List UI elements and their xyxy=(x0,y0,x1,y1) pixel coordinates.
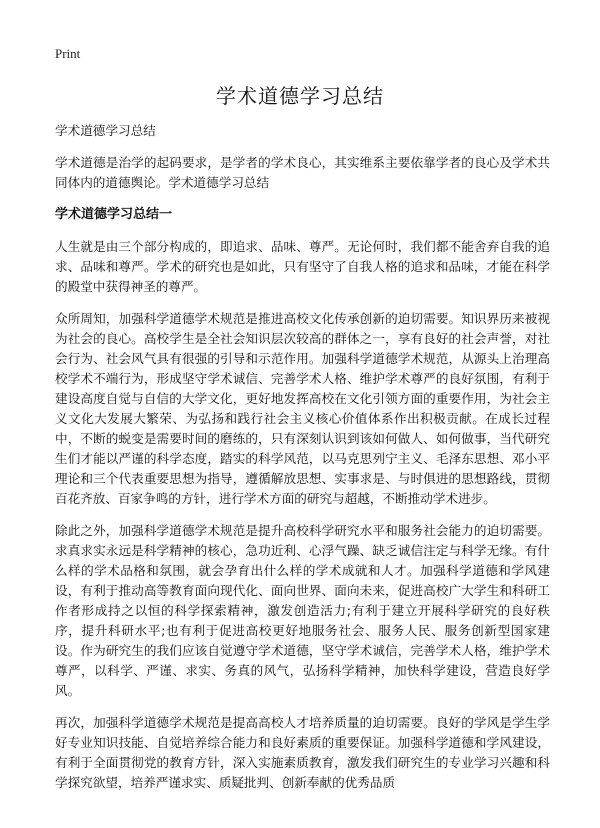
body-paragraph-2: 众所周知，加强科学道德学术规范是推进高校文化传承创新的迫切需要。知识界历来被视为社会的良心。高校学生是全社会知识层次较高的群体之一，享有良好的社会声誉，对社会行为、社会风气具有很强的引导和示范作用。加强科学道德学术规范，从源头上治理高校学术不端行为，形成坚守学术诚信、完善学术人格、维护学术尊严的良好氛围，有利于建设高度自觉与自信的大学文化，更好地发挥高校在文化引领方面的重要作用，为社会主义文化大发展大繁荣、为弘扬和践行社会主义核心价值体系作出积极贡献。在成长过程中，不断的蜕变是需要时间的磨练的，只有深刻认识到该如何做人、如何做事，当代研究生们才能以严谨的科学态度，踏实的科学风范，以马克思列宁主义、毛泽东思想、邓小平理论和三个代表重要思想为指导，遵循解放思想、实事求是、与时俱进的思想路线，贯彻百花齐放、百家争鸣的方针，进行学术方面的研究与超越，不断推动学术进步。 xyxy=(55,311,550,506)
body-paragraph-1: 人生就是由三个部分构成的，即追求、品味、尊严。无论何时，我们都不能舍弃自我的追求、品味和尊严。学术的研究也是如此，只有坚守了自我人格的追求和品味，才能在科学的殿堂中获得神圣的尊严。 xyxy=(55,239,550,294)
body-paragraph-3: 除此之外，加强科学道德学术规范是提升高校科学研究水平和服务社会能力的迫切需要。求真求实永远是科学精神的核心，急功近利、心浮气躁、缺乏诚信注定与科学无缘。有什么样的学术品格和氛围，就会孕育出什么样的学术成就和人才。加强科学道德和学风建设，有利于推动高等教育面向现代化、面向世界、面向未来，促进高校广大学生和科研工作者形成持之以恒的科学探索精神，激发创造活力;有利于建立开展科学研究的良好秩序，提升科研水平;也有利于促进高校更好地服务社会、服务人民、服务创新型国家建设。作为研究生的我们应该自觉遵守学术道德，坚守学术诚信，完善学术人格，维护学术尊严，以科学、严谨、求实、务真的风气，弘扬科学精神，加快科学建设，营造良好学风。 xyxy=(55,523,550,698)
document-body xyxy=(55,121,550,805)
section-heading: 学术道德学习总结一 xyxy=(55,207,173,222)
print-link[interactable]: Print xyxy=(55,46,81,61)
body-paragraph-4: 再次，加强科学道德学术规范是提高高校人才培养质量的迫切需要。良好的学风是学生学好专业知识技能、自觉培养综合能力和良好素质的重要保证。加强科学道德和学风建设，有利于全面贯彻党的教育方针，深入实施素质教育，激发我们研究生的专业学习兴趣和科学探究欲望，培养严谨求实、质疑批判、创新奉献的优秀品质 xyxy=(55,715,550,790)
intro-paragraph: 学术道德是治学的起码要求，是学者的学术良心，其实维系主要依靠学者的良心及学术共同体内的道德舆论。学术道德学习总结 xyxy=(55,155,550,190)
intro-heading: 学术道德学习总结 xyxy=(55,123,156,138)
page-title: 学术道德学习总结 xyxy=(216,84,384,108)
